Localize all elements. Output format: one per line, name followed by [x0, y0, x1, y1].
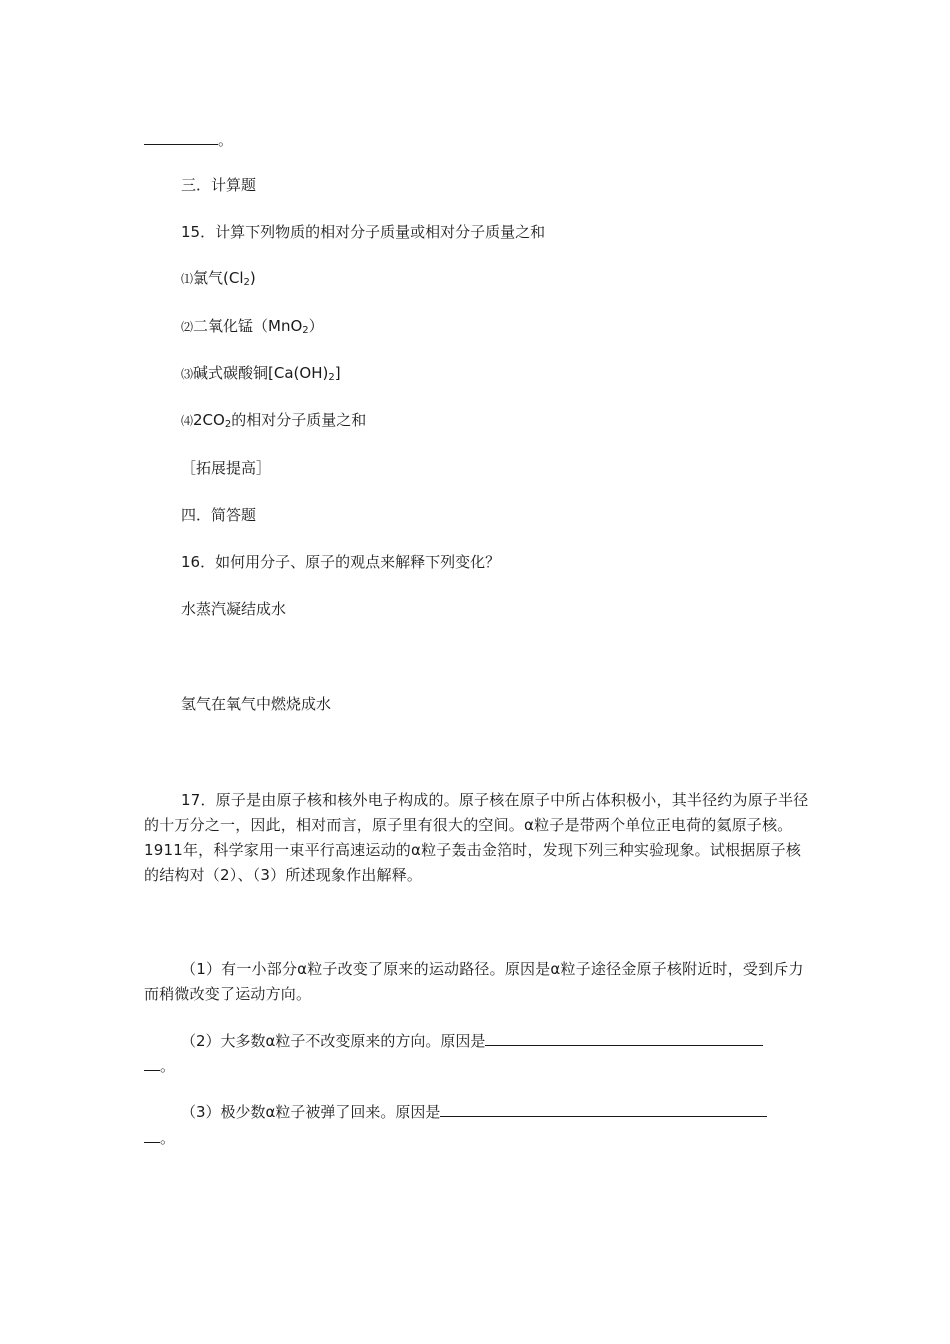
section-title-calculation: 三．计算题 — [181, 176, 257, 194]
sentence-end: 。 — [160, 1129, 176, 1147]
item-text-end: ） — [308, 317, 324, 335]
subscript: 2 — [302, 325, 309, 336]
subscript: 2 — [224, 419, 232, 430]
item-number: ⑵ — [181, 320, 194, 334]
question-17-answer-1: （1）有一小部分α粒子改变了原来的运动路径。原因是α粒子途径金原子核附近时，受到斥力而稍微改变了运动方向。 — [144, 960, 804, 1003]
question-17-answer-3-continuation — [144, 1128, 175, 1148]
item-text-end: ] — [334, 364, 341, 382]
question-16-case-2: 氢气在氧气中燃烧成水 — [181, 695, 332, 713]
question-16-case-1: 水蒸汽凝结成水 — [181, 600, 287, 618]
previous-answer-line — [144, 130, 233, 150]
question-17-answer-2-continuation — [144, 1056, 175, 1076]
item-number: ⑶ — [181, 367, 194, 381]
extension-title: ［拓展提高］ — [181, 459, 272, 477]
question-17-stem: 17．原子是由原子核和核外电子构成的。原子核在原子中所占体积极小，其半径约为原子半径的十万分之一，因此，相对而言，原子里有很大的空间。α粒子是带两个单位正电荷的氦原子核。1911年，科学家用一束平行高速运动的α粒子轰击金箔时，发现下列三种实验现象。试根据原子核的结构对（2）、（3）所述现象作出解释。 — [144, 791, 809, 884]
subscript: 2 — [328, 372, 335, 383]
question-17-answer-3 — [181, 1102, 767, 1122]
item-number: ⑴ — [181, 272, 194, 286]
sentence-end: 。 — [218, 131, 234, 149]
question-15-item-4 — [181, 410, 366, 435]
sentence-end: 。 — [160, 1057, 176, 1075]
item-text: 2CO — [193, 411, 225, 429]
answer-prompt: （2）大多数α粒子不改变原来的方向。原因是 — [181, 1032, 486, 1050]
item-text: 碱式碳酸铜[Ca(OH) — [193, 364, 329, 382]
item-text: 氯气(Cl — [193, 269, 244, 287]
question-15-item-2 — [181, 316, 324, 341]
item-text-end: 的相对分子质量之和 — [231, 411, 367, 429]
answer-blank[interactable] — [144, 130, 218, 145]
answer-prompt: （3）极少数α粒子被弹了回来。原因是 — [181, 1103, 441, 1121]
question-15-stem: 15．计算下列物质的相对分子质量或相对分子质量之和 — [181, 223, 546, 241]
subscript: 2 — [243, 277, 250, 288]
question-15-item-3 — [181, 363, 341, 388]
answer-blank[interactable] — [144, 1128, 160, 1143]
item-text: 二氧化锰（MnO — [193, 317, 303, 335]
answer-blank[interactable] — [440, 1102, 767, 1117]
item-text-end: ) — [249, 269, 256, 287]
item-number: ⑷ — [181, 414, 194, 428]
question-15-item-1 — [181, 268, 256, 293]
answer-blank[interactable] — [144, 1056, 160, 1071]
question-16-stem: 16．如何用分子、原子的观点来解释下列变化？ — [181, 553, 501, 571]
answer-blank[interactable] — [485, 1031, 763, 1046]
question-17-answer-2 — [181, 1031, 763, 1051]
section-title-short-answer: 四．简答题 — [181, 506, 257, 524]
